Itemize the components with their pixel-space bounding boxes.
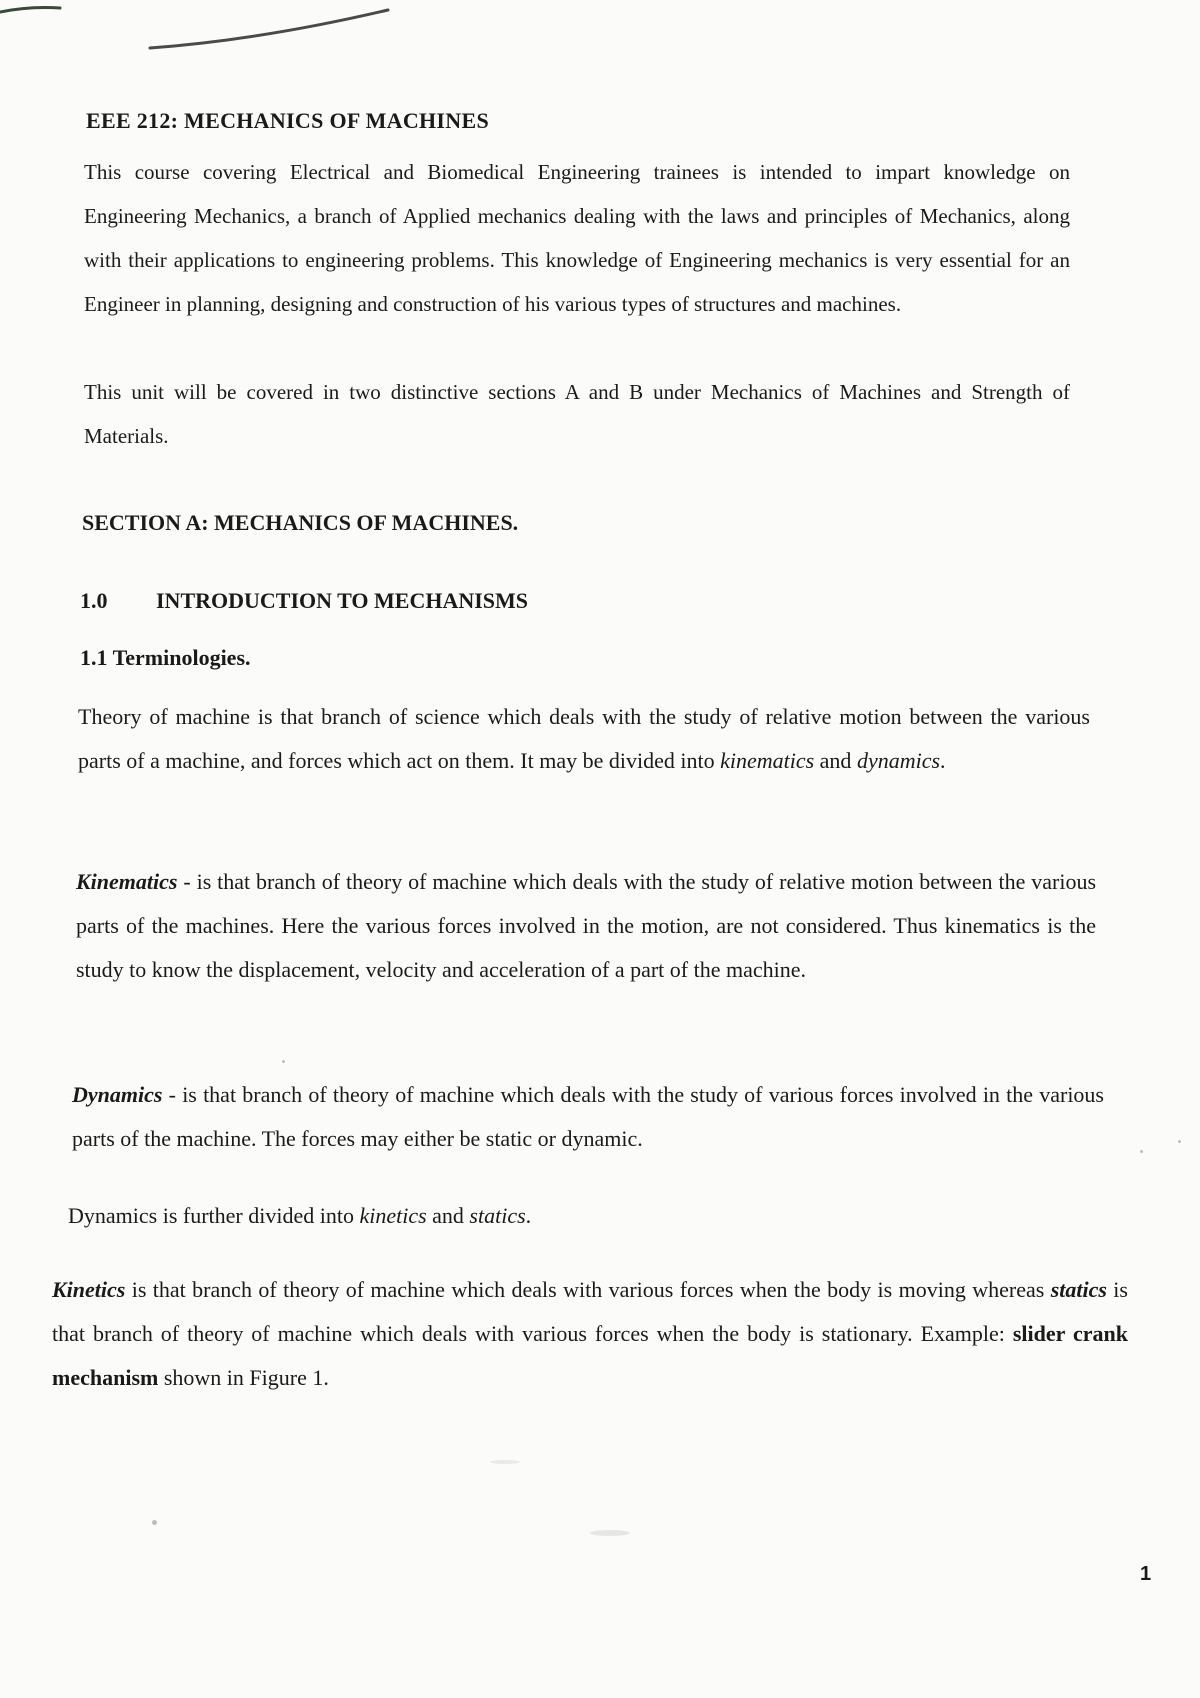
divided-conj: and — [426, 1203, 470, 1228]
theory-conj: and — [814, 748, 857, 773]
dynamics-text: - is that branch of theory of machine which deals with the study of various forces involved in the various parts of the machine. The forces may either be static or dynamic. — [72, 1082, 1104, 1151]
heading-terminologies: 1.1 Terminologies. — [80, 645, 251, 670]
intro-paragraph: This course covering Electrical and Biomedical Engineering trainees is intended to impart knowledge on Engineering Mechanics, a branch of Applied mechanics dealing with the laws and principles of Mechanics, along with their applications to engineering problems. This knowledge of Engineering mechanics is very essential for an Engineer in planning, designing and construction of his various types of structures and machines. — [84, 160, 1070, 316]
term-statics-definition: statics — [1050, 1277, 1107, 1302]
intro-paragraph-2: This unit will be covered in two distinctive sections A and B under Mechanics of Machines and Strength of Materials. — [84, 380, 1070, 448]
scan-speck — [1178, 1140, 1181, 1143]
heading-introduction — [80, 588, 528, 614]
term-kinetics: kinetics — [359, 1203, 427, 1228]
theory-end: . — [940, 748, 946, 773]
paragraph-dynamics-divided — [68, 1194, 531, 1238]
scan-speck — [282, 1060, 285, 1063]
heading-text: INTRODUCTION TO MECHANISMS — [156, 588, 529, 613]
page-number: 1 — [1140, 1563, 1152, 1585]
divided-text: Dynamics is further divided into — [68, 1203, 360, 1228]
paragraph-kinetics — [52, 1268, 1128, 1400]
term-kinetics-definition: Kinetics — [52, 1277, 126, 1302]
scan-speck — [590, 1530, 630, 1536]
scan-speck — [152, 1520, 157, 1525]
term-statics: statics — [469, 1203, 526, 1228]
paragraph-kinematics — [76, 860, 1096, 992]
example-slider-crank: slider crank mechanism — [52, 1321, 1128, 1390]
scan-speck — [1140, 1150, 1143, 1153]
paragraph-theory-of-machine — [78, 695, 1090, 783]
pen-stroke-mark — [0, 0, 420, 70]
term-dynamics-definition: Dynamics — [72, 1082, 163, 1107]
kinematics-text: - is that branch of theory of machine which deals with the study of relative motion between the various parts of the machines. Here the various forces involved in the motion, are not considered. Thus kinematics is the study to know the displacement, velocity and acceleration of a part of the machine. — [76, 869, 1096, 982]
term-dynamics: dynamics — [856, 748, 941, 773]
kinetics-text-1: is that branch of theory of machine which deals with various forces when the body is moving whereas — [125, 1277, 1051, 1302]
theory-text: Theory of machine is that branch of science which deals with the study of relative motion between the various parts of a machine, and forces which act on them. It may be divided into — [78, 704, 1090, 773]
paragraph-dynamics — [72, 1073, 1104, 1161]
course-title: EEE 212: MECHANICS OF MACHINES — [86, 108, 489, 133]
section-title: SECTION A: MECHANICS OF MACHINES. — [82, 510, 519, 535]
divided-end: . — [525, 1203, 532, 1228]
heading-number: 1.0 — [80, 588, 108, 613]
term-kinematics: kinematics — [720, 748, 815, 773]
scan-speck — [490, 1460, 520, 1464]
kinetics-text-3: shown in Figure 1. — [158, 1365, 329, 1390]
kinetics-text-2: is that branch of theory of machine which deals with various forces when the body is stationary. Example: — [52, 1277, 1128, 1346]
term-kinematics-definition: Kinematics — [76, 869, 178, 894]
